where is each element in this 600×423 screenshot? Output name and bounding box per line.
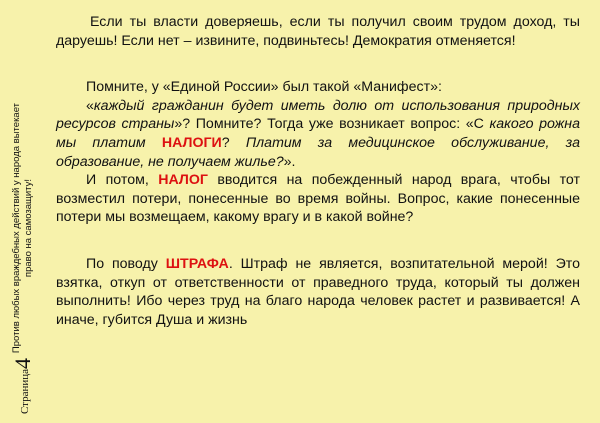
side-margin	[0, 0, 46, 423]
question-mark: ?	[221, 134, 246, 151]
paragraph-fine	[56, 255, 580, 329]
paragraph-manifesto-quote	[56, 97, 580, 171]
quote-why-pay: какого рожна мы платим	[56, 116, 580, 151]
side-slogan-line-2: право на самозащиту!	[23, 178, 34, 278]
highlight-nalogi: НАЛОГИ	[161, 134, 222, 151]
paragraph-trust: Если ты власти доверяешь, если ты получил своим трудом доход, ты даруешь! Если нет – извините, подвиньтесь! Демократия отменяется!	[56, 14, 580, 49]
document-body	[56, 13, 580, 329]
quote-services-text: Платим за медицинское обслуживание, за образование, не получаем жилье?	[56, 134, 580, 170]
quote-close: ».	[283, 153, 296, 170]
tax-intro: И потом,	[86, 172, 159, 189]
quote-question-text: »? Помните? Тогда уже возникает вопрос: «С	[174, 116, 490, 133]
quote-manifesto-text: каждый гражданин будет иметь долю от использования природных ресурсов страны	[56, 97, 580, 133]
side-slogan	[11, 58, 35, 398]
page-number-label	[10, 358, 36, 414]
fine-body: . Штраф не является, возпитательной мерой! Это взятка, откуп от ответственности от праведного труда, который ты должен выполнить! Ибо через труд на благо народа человек растет и развивается! А иначе, губится Душа и жизнь	[56, 255, 580, 328]
highlight-shtrafa: ШТРАФА	[165, 255, 229, 272]
paragraph-tax-enemy	[56, 171, 580, 227]
side-slogan-line-1: Против любых враждебных действий у народа вытекает	[11, 102, 22, 354]
highlight-nalog: НАЛОГ	[158, 172, 208, 189]
page-number: 4	[10, 357, 35, 369]
page-label-text: Страница	[19, 368, 31, 415]
paragraph-manifesto-intro: Помните, у «Единой России» был такой «Манифест»:	[86, 79, 442, 96]
tax-body: вводится на побежденный народ врага, чтобы тот возместил потери, понесенные во время войны. Вопрос, какие понесенные потери мы возмещаем, какому врагу и в какой войне?	[56, 172, 580, 226]
quote-open: «	[86, 97, 94, 114]
fine-intro: По поводу	[86, 255, 166, 272]
